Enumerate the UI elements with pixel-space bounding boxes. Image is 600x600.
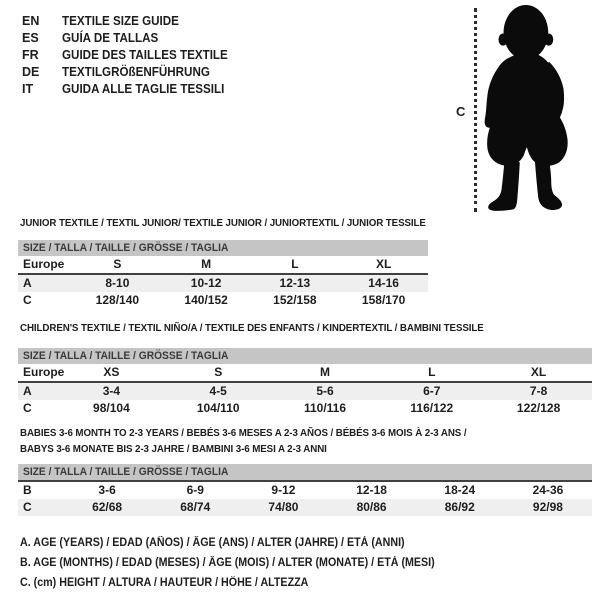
table-cell: 4-5: [209, 384, 227, 398]
language-title: GUIDA ALLE TAGLIE TESSILI: [62, 82, 225, 96]
table-title-line: [20, 216, 456, 232]
language-row: [22, 47, 240, 64]
table-cell: 140/152: [184, 293, 228, 307]
size-header-text: SIZE / TALLA / TAILLE / GRÖSSE / TAGLIA: [23, 466, 229, 478]
language-code: ES: [22, 31, 39, 45]
table-cell: 116/122: [410, 401, 454, 415]
language-title: GUÍA DE TALLAS: [62, 31, 159, 45]
babies-textile-section-title: [20, 426, 500, 457]
language-row: [22, 64, 240, 81]
junior-textile-section-title: [20, 216, 456, 232]
table-title-line: [20, 426, 500, 442]
table-title-line: [20, 442, 500, 458]
table-cell: M: [201, 257, 212, 271]
babies-textile-table: [18, 464, 592, 516]
language-row: [22, 13, 240, 30]
childrens-textile-table: [18, 348, 592, 417]
language-code: FR: [22, 48, 39, 62]
language-code: EN: [22, 14, 40, 28]
table-cell: 152/158: [273, 293, 317, 307]
measure-legend: [20, 533, 466, 593]
table-cell: 122/128: [516, 401, 561, 415]
table-cell: XL: [530, 365, 547, 379]
baby-silhouette: [484, 3, 586, 211]
row-label: A: [23, 384, 32, 398]
table-cell: 3-6: [98, 483, 116, 497]
table-cell: XL: [375, 257, 392, 271]
table-cell: 110/116: [303, 401, 347, 415]
table-cell: 158/170: [361, 293, 406, 307]
table-cell: 104/110: [196, 401, 240, 415]
table-row-c: [18, 292, 428, 309]
table-row-c: [18, 400, 592, 417]
language-title: TEXTILE SIZE GUIDE: [62, 14, 179, 28]
table-cell: 80/86: [356, 500, 387, 514]
table-cell: 9-12: [271, 483, 296, 497]
table-cell: 3-4: [102, 384, 121, 398]
size-header-bar: [18, 348, 592, 364]
table-row-c: [18, 499, 592, 516]
table-cell: 12-18: [356, 483, 387, 497]
table-cell: 6-9: [186, 483, 204, 497]
table-cell: 24-36: [532, 483, 564, 497]
row-label: C: [23, 500, 32, 514]
table-cell: S: [214, 365, 223, 379]
language-row: [22, 30, 240, 47]
row-label: Europe: [23, 257, 65, 271]
size-header-bar: [18, 240, 428, 256]
row-label: C: [23, 293, 32, 307]
legend-line-b: B. AGE (MONTHS) / EDAD (MESES) / ÂGE (MOIS) / ALTER (MONATE) / ETÀ (MESI): [20, 557, 435, 569]
table-row-a: [18, 383, 592, 400]
row-label: C: [23, 401, 32, 415]
legend-line-a: A. AGE (YEARS) / EDAD (AÑOS) / ÂGE (ANS) / ALTER (JAHRE) / ETÀ (ANNI): [20, 537, 405, 549]
height-measure-dotted-line: [474, 8, 477, 212]
row-label: Europe: [23, 365, 65, 379]
language-list: [22, 13, 240, 98]
table-cell: 14-16: [368, 276, 399, 290]
table-row-a: [18, 275, 428, 292]
table-cell: S: [113, 257, 122, 271]
table-cell: 128/140: [95, 293, 140, 307]
childrens-textile-section-title: [20, 321, 519, 337]
table-cell: 7-8: [529, 384, 548, 398]
table-cell: 74/80: [268, 500, 299, 514]
size-header-text: SIZE / TALLA / TAILLE / GRÖSSE / TAGLIA: [23, 242, 229, 254]
language-title: TEXTILGRÖßENFÜHRUNG: [62, 65, 210, 79]
table-row-region: [18, 364, 592, 383]
table-cell: L: [291, 257, 299, 271]
table-title-text: CHILDREN'S TEXTILE / TEXTIL NIÑO/A / TEXTILE DES ENFANTS / KINDERTEXTIL / BAMBINI TESSILE: [20, 322, 484, 334]
table-cell: 12-13: [279, 276, 311, 290]
table-cell: 6-7: [423, 384, 441, 398]
junior-textile-table: [18, 240, 428, 309]
table-cell: 18-24: [444, 483, 476, 497]
table-cell: 10-12: [190, 276, 222, 290]
row-label: A: [23, 276, 32, 290]
table-cell: 5-6: [316, 384, 334, 398]
size-header-bar: [18, 464, 592, 482]
language-code: IT: [22, 82, 34, 96]
table-cell: 86/92: [444, 500, 475, 514]
size-header-text: SIZE / TALLA / TAILLE / GRÖSSE / TAGLIA: [23, 350, 229, 362]
table-cell: L: [428, 365, 436, 379]
legend-line-c: C. (cm) HEIGHT / ALTURA / HAUTEUR / HÖHE / ALTEZZA: [20, 577, 309, 589]
table-cell: 68/74: [180, 500, 211, 514]
table-title-line: [20, 321, 519, 337]
height-measure-label: C: [456, 104, 466, 119]
table-cell: XS: [103, 365, 120, 379]
table-cell: 92/98: [532, 500, 563, 514]
table-cell: 98/104: [93, 401, 130, 415]
table-title-text: JUNIOR TEXTILE / TEXTIL JUNIOR/ TEXTILE JUNIOR / JUNIORTEXTIL / JUNIOR TESSILE: [20, 217, 426, 229]
language-row: [22, 81, 240, 98]
language-code: DE: [22, 65, 40, 79]
table-title-text: BABIES 3-6 MONTH TO 2-3 YEARS / BEBÉS 3-6 MESES A 2-3 AÑOS / BÉBÉS 3-6 MOIS À 2-3 ANS /: [20, 427, 467, 439]
table-cell: M: [319, 365, 330, 379]
table-title-text: BABYS 3-6 MONATE BIS 2-3 JAHRE / BAMBINI 3-6 MESI A 2-3 ANNI: [20, 442, 327, 455]
table-row-b: [18, 482, 592, 499]
row-label: B: [23, 483, 32, 497]
table-row-region: [18, 256, 428, 275]
table-cell: 62/68: [92, 500, 123, 514]
table-cell: 8-10: [105, 276, 130, 290]
language-title: GUIDE DES TAILLES TEXTILE: [62, 48, 228, 62]
